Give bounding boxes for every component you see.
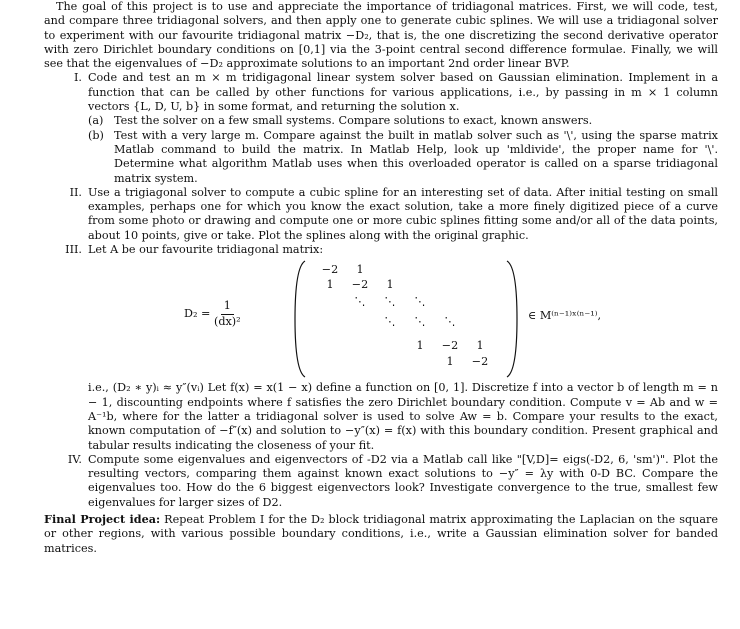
item-text: Let A be our favourite tridiagonal matrix: <box>88 243 324 257</box>
matrix-dots: ⋱ <box>384 315 396 329</box>
matrix-dots: ⋱ <box>414 315 426 329</box>
matrix-cell: 1 <box>446 355 454 369</box>
matrix-dots: ⋱ <box>444 315 456 329</box>
matrix-scale-fraction <box>214 299 241 329</box>
sub-item-b <box>88 129 718 186</box>
matrix-cell: −2 <box>351 278 369 292</box>
item-1 <box>44 71 718 185</box>
final-project-label: Final Project idea: <box>44 512 161 527</box>
fraction-denominator: (dx)² <box>213 314 241 328</box>
sub-item-text: Test with a very large m. Compare against the built in matlab solver such as '\', using the sparse matrix Matlab command to build the matrix. In Matlab Help, look up 'mldivide', the proper name for '\'. Determine what algorithm Matlab uses when this overloaded operator is called on a sparse tridiagonal matrix system. <box>114 128 718 185</box>
right-paren-icon <box>504 259 520 379</box>
sub-item-text: Test the solver on a few small systems. Compare solutions to exact, known answers. <box>114 114 593 128</box>
item-body <box>88 243 718 453</box>
matrix-dots: ⋱ <box>414 295 426 309</box>
sub-item-number: (a) <box>88 114 104 128</box>
matrix-equation <box>88 259 718 381</box>
fraction-numerator: 1 <box>221 299 234 314</box>
item-text: Compute some eigenvalues and eigenvectors of -D2 via a Matlab call like "[V,D]= eigs(-D2, 6, 'sm')". Plot the resulting vectors, comparing them against known exact solutions to −y″ = λy with 0-D BC. Compare the eigenvalues too. How do the 6 biggest eigenvectors look? Investigate convergence to the true, smallest few eigenvalues for larger sizes of D2. <box>88 452 718 509</box>
item-followup-text: i.e., (D₂ ∗ y)ᵢ ≈ y″(vᵢ) Let f(x) = x(1 − x) define a function on [0, 1]. Discretize f into a vector b of length m = n − 1, discounting endpoints where f satisfies the zero Dirichlet boundary condition. Compute v = Ab and w = A⁻¹b, where for the latter a tridiagonal solver is used to solve Aw = b. Compare your results to the exact, known computation of −f″(x) and solution to −y″(x) = f(x) with this boundary condition. Present graphical and tabular results indicating the closeness of your fit. <box>88 381 718 452</box>
item-text: Use a trigiagonal solver to compute a cubic spline for an interesting set of data. After initial testing on small examples, perhaps one for which you know the exact solution, take a more finely digitized piece of a curve from some photo or drawing and compute one or more cubic splines fitting some and/or all of the data points, about 10 points, give or take. Plot the splines along with the original graphic. <box>88 185 718 242</box>
matrix-dots: ⋱ <box>354 295 366 309</box>
sub-item-number: (b) <box>88 128 104 142</box>
matrix-domain: ∈ M⁽ⁿ⁻¹⁾ˣ⁽ⁿ⁻¹⁾, <box>528 309 602 323</box>
matrix-cell: −2 <box>471 355 489 369</box>
matrix-body <box>308 259 508 379</box>
matrix-cell: 1 <box>356 263 364 277</box>
left-paren-icon <box>292 259 308 379</box>
item-number: II. <box>69 185 82 199</box>
matrix-cell: 1 <box>386 278 394 292</box>
item-number: III. <box>65 243 82 257</box>
matrix-cell: 1 <box>416 339 424 353</box>
item-number: I. <box>74 71 82 85</box>
item-2 <box>44 186 718 243</box>
matrix-lhs <box>184 299 241 329</box>
final-project-text: Repeat Problem I for the D₂ block tridiagonal matrix approximating the Laplacian on the square or other regions, with various possible boundary conditions, i.e., write a Gaussian elimination solver for banded matrices. <box>44 513 718 555</box>
item-text: Code and test an m × m tridigagonal linear system solver based on Gaussian elimination. Implement in a function that can be called by other functions for various applications, i.e., by passing in m × 1 column vectors {L, D, U, b} in some format, and returning the solution x. <box>88 71 718 114</box>
item-4 <box>44 453 718 510</box>
sub-item-a <box>88 114 718 128</box>
matrix-cell: −2 <box>441 339 459 353</box>
final-project-paragraph <box>44 512 718 556</box>
item-3 <box>44 243 718 453</box>
matrix-cell: 1 <box>476 339 484 353</box>
matrix-cell: −2 <box>321 263 339 277</box>
matrix-cell: 1 <box>326 278 334 292</box>
item-body <box>88 71 718 185</box>
item-number: IV. <box>67 452 82 466</box>
matrix-dots: ⋱ <box>384 295 396 309</box>
matrix-lhs-symbol: D₂ = <box>184 307 211 321</box>
intro-paragraph: The goal of this project is to use and appreciate the importance of tridiagonal matrices. First, we will code, test, and compare three tridiagonal solvers, and then apply one to generate cubic splines. We will use a tridiagonal solver to experiment with our favourite tridiagonal matrix −D₂, that is, the one discretizing the second derivative operator with zero Dirichlet boundary conditions on [0,1] via the 3-point central second difference formulae. Finally, we will see that the eigenvalues of −D₂ approximate solutions to an important 2nd order linear BVP. <box>44 0 718 71</box>
